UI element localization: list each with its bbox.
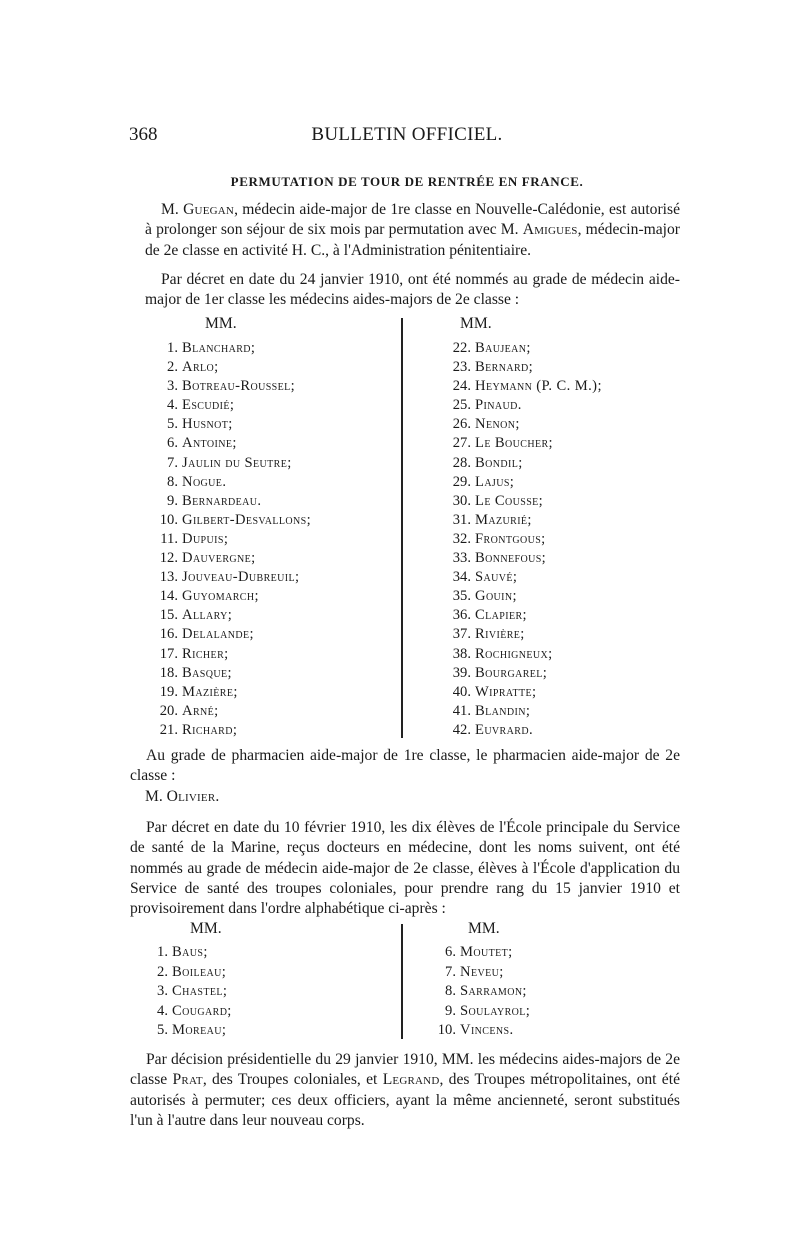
person-name: Sarramon;: [460, 983, 527, 1000]
list-item: [418, 1002, 668, 1022]
page-number: 368: [129, 124, 158, 145]
list-item: [433, 473, 683, 492]
item-number: 13.: [159, 569, 178, 586]
person-name: Amigues: [522, 221, 578, 239]
person-name: Bernard;: [475, 359, 534, 376]
item-number: 17.: [159, 645, 178, 662]
item-number: 39.: [452, 664, 471, 681]
person-name: Blanchard;: [182, 340, 256, 356]
person-name: Delalande;: [182, 626, 254, 643]
paragraph-permutation: M. Guegan, médecin aide-major de 1re classe en Nouvelle-Calédonie, est autorisé à prolonger son séjour de six mois par permutation avec M. Amigues, médecin-major de 2e classe en activité H. C., à l'Administration pénitentiaire.: [145, 201, 681, 259]
list-item: [433, 664, 683, 683]
list-item: [130, 943, 380, 963]
promotion-list-left: [140, 339, 390, 740]
item-number: 8.: [167, 473, 178, 490]
list-item: [433, 549, 683, 568]
item-number: 22.: [452, 340, 471, 356]
list-item: [433, 587, 683, 606]
person-name: Lajus;: [475, 473, 515, 490]
list-item: [433, 358, 683, 377]
list-column-heading: MM.: [205, 315, 237, 332]
list-item: [433, 530, 683, 549]
person-name: Frontgous;: [475, 530, 546, 547]
item-number: 29.: [452, 473, 471, 490]
list-item: [130, 963, 380, 983]
list-item: [140, 434, 390, 453]
list-item: [140, 339, 390, 358]
person-name: Prat: [172, 1071, 203, 1089]
person-name: Nogue.: [182, 473, 227, 490]
item-number: 14.: [159, 588, 178, 605]
list-item: [433, 492, 683, 511]
item-number: 6.: [167, 435, 178, 452]
person-name: Gilbert-Desvallons;: [182, 511, 312, 528]
person-name: Olivier.: [166, 788, 220, 805]
list-item: [140, 396, 390, 415]
person-name: Escudié;: [182, 397, 235, 414]
person-name: Rivière;: [475, 626, 525, 643]
item-number: 40.: [452, 683, 471, 700]
item-number: 7.: [445, 963, 456, 980]
person-name: Nenon;: [475, 416, 520, 433]
person-name: Cougard;: [172, 1002, 232, 1019]
list-item: [140, 702, 390, 721]
person-name: Moutet;: [460, 944, 513, 960]
item-number: 30.: [452, 492, 471, 509]
section-title: PERMUTATION DE TOUR DE RENTRÉE EN FRANCE.: [230, 174, 584, 189]
column-divider: [401, 924, 403, 1039]
student-list-left: [130, 943, 380, 1041]
list-item: [418, 982, 668, 1002]
item-number: 23.: [452, 359, 471, 376]
person-name: Chastel;: [172, 983, 228, 1000]
item-number: 2.: [167, 359, 178, 376]
paragraph-decision-presidentielle: Par décision présidentielle du 29 janvier 1910, MM. les médecins aides-majors de 2e classe Prat, des Troupes coloniales, et Legrand, des Troupes métropolitaines, ont été autorisés à permuter; ces deux officiers, ayant la même ancienneté, seront substitués l'un à l'autre dans leur nouveau corps.: [130, 1051, 680, 1129]
person-name: Basque;: [182, 664, 232, 681]
item-number: 7.: [167, 454, 178, 471]
list-item: [418, 943, 668, 963]
item-number: 1.: [157, 944, 168, 960]
item-number: 2.: [157, 963, 168, 980]
item-number: 41.: [452, 702, 471, 719]
list-item: [140, 473, 390, 492]
list-item: [418, 1021, 668, 1041]
list-item: [433, 721, 683, 740]
page-header: [129, 124, 685, 148]
item-number: 42.: [452, 721, 471, 738]
list-item: [140, 721, 390, 740]
person-name: Euvrard.: [475, 721, 533, 738]
person-name: Neveu;: [460, 963, 504, 980]
person-name: Rochigneux;: [475, 645, 553, 662]
item-number: 11.: [160, 530, 178, 547]
person-name: Husnot;: [182, 416, 233, 433]
person-name: Allary;: [182, 607, 233, 624]
item-number: 5.: [157, 1022, 168, 1039]
list-item: [140, 568, 390, 587]
person-name: Mazurié;: [475, 511, 532, 528]
item-number: 38.: [452, 645, 471, 662]
item-number: 31.: [452, 511, 471, 528]
item-number: 21.: [159, 721, 178, 738]
item-number: 18.: [159, 664, 178, 681]
list-item: [140, 606, 390, 625]
list-column-heading: MM.: [190, 920, 222, 937]
paragraph-decree-february: Par décret en date du 10 février 1910, les dix élèves de l'École principale du Service de santé de la Marine, reçus docteurs en médecine, dont les noms suivent, ont été nommés au grade de médecin aide-major de 2e classe, élèves à l'École d'application du Service de santé des troupes coloniales, pour prendre rang du 15 janvier 1910 et provisoirement dans l'ordre alphabétique ci-après :: [130, 819, 680, 918]
person-name: Arné;: [182, 702, 219, 719]
person-name: Soulayrol;: [460, 1002, 531, 1019]
list-item: [130, 982, 380, 1002]
paragraph-decree-january: Par décret en date du 24 janvier 1910, ont été nommés au grade de médecin aide-major de 1er classe les médecins aides-majors de 2e classe :: [145, 271, 680, 309]
list-column-heading: MM.: [468, 920, 500, 937]
list-item: [433, 339, 683, 358]
paragraph-pharmacien: Au grade de pharmacien aide-major de 1re classe, le pharmacien aide-major de 2e classe :: [130, 747, 680, 785]
item-number: 19.: [159, 683, 178, 700]
item-number: 5.: [167, 416, 178, 433]
item-number: 33.: [452, 550, 471, 567]
person-name: Legrand: [382, 1071, 440, 1089]
list-item: [140, 454, 390, 473]
list-item: [433, 396, 683, 415]
student-list-right: [418, 943, 668, 1041]
list-item: [140, 645, 390, 664]
person-name: Guegan: [183, 201, 235, 218]
person-name: Gouin;: [475, 588, 517, 605]
person-name: Antoine;: [182, 435, 237, 452]
person-name: Bernardeau.: [182, 492, 262, 509]
list-item: [130, 1002, 380, 1022]
list-item: [130, 1021, 380, 1041]
person-name: Richard;: [182, 721, 238, 738]
person-name: Pinaud.: [475, 397, 522, 414]
list-item: [140, 415, 390, 434]
column-divider: [401, 318, 403, 738]
item-number: 25.: [452, 397, 471, 414]
person-name: Dupuis;: [182, 530, 229, 547]
person-name: Wipratte;: [475, 683, 537, 700]
item-number: 8.: [445, 983, 456, 1000]
pharmacien-nominee: M. Olivier.: [145, 788, 220, 805]
list-item: [140, 625, 390, 644]
list-item: [140, 587, 390, 606]
item-number: 16.: [159, 626, 178, 643]
person-name: Le Cousse;: [475, 492, 544, 509]
list-item: [418, 963, 668, 983]
person-name: Mazière;: [182, 683, 238, 700]
list-item: [140, 683, 390, 702]
person-name: Sauvé;: [475, 569, 518, 586]
list-item: [433, 683, 683, 702]
person-name: Bonnefous;: [475, 550, 547, 567]
person-name: Dauvergne;: [182, 550, 256, 567]
list-item: [433, 702, 683, 721]
list-item: [433, 568, 683, 587]
list-item: [140, 511, 390, 530]
person-name: Guyomarch;: [182, 588, 259, 605]
list-item: [140, 549, 390, 568]
list-item: [140, 377, 390, 396]
item-number: 10.: [437, 1022, 456, 1039]
item-number: 28.: [452, 454, 471, 471]
item-number: 3.: [157, 983, 168, 1000]
person-name: Clapier;: [475, 607, 527, 624]
item-number: 4.: [167, 397, 178, 414]
item-number: 1.: [167, 340, 178, 356]
item-number: 37.: [452, 626, 471, 643]
person-name: Baujean;: [475, 340, 531, 356]
item-number: 26.: [452, 416, 471, 433]
item-number: 12.: [159, 550, 178, 567]
list-item: [140, 530, 390, 549]
item-number: 20.: [159, 702, 178, 719]
item-number: 36.: [452, 607, 471, 624]
person-name: Jaulin du Seutre;: [182, 454, 292, 471]
list-item: [433, 511, 683, 530]
item-number: 9.: [167, 492, 178, 509]
list-item: [433, 454, 683, 473]
item-number: 3.: [167, 378, 178, 395]
list-item: [433, 625, 683, 644]
person-name: Le Boucher;: [475, 435, 553, 452]
person-name: Botreau-Roussel;: [182, 378, 296, 395]
list-item: [433, 377, 683, 396]
item-number: 15.: [159, 607, 178, 624]
item-number: 32.: [452, 530, 471, 547]
person-name: Vincens.: [460, 1022, 514, 1039]
person-name: Baus;: [172, 944, 208, 960]
item-number: 34.: [452, 569, 471, 586]
list-column-heading: MM.: [460, 315, 492, 332]
list-item: [140, 664, 390, 683]
person-name: Jouveau-Dubreuil;: [182, 569, 300, 586]
item-number: 9.: [445, 1002, 456, 1019]
list-item: [433, 434, 683, 453]
person-name: Heymann (P. C. M.);: [475, 378, 602, 395]
item-number: 35.: [452, 588, 471, 605]
person-name: Blandin;: [475, 702, 531, 719]
list-item: [433, 606, 683, 625]
person-name: Bourgarel;: [475, 664, 548, 681]
list-item: [433, 645, 683, 664]
running-title: BULLETIN OFFICIEL.: [311, 124, 503, 145]
item-number: 27.: [452, 435, 471, 452]
item-number: 10.: [159, 511, 178, 528]
list-item: [140, 492, 390, 511]
list-item: [140, 358, 390, 377]
item-number: 4.: [157, 1002, 168, 1019]
item-number: 24.: [452, 378, 471, 395]
person-name: Richer;: [182, 645, 229, 662]
person-name: Bondil;: [475, 454, 523, 471]
person-name: Boileau;: [172, 963, 227, 980]
item-number: 6.: [445, 944, 456, 960]
list-item: [433, 415, 683, 434]
promotion-list-right: [433, 339, 683, 740]
person-name: Moreau;: [172, 1022, 227, 1039]
person-name: Arlo;: [182, 359, 219, 376]
